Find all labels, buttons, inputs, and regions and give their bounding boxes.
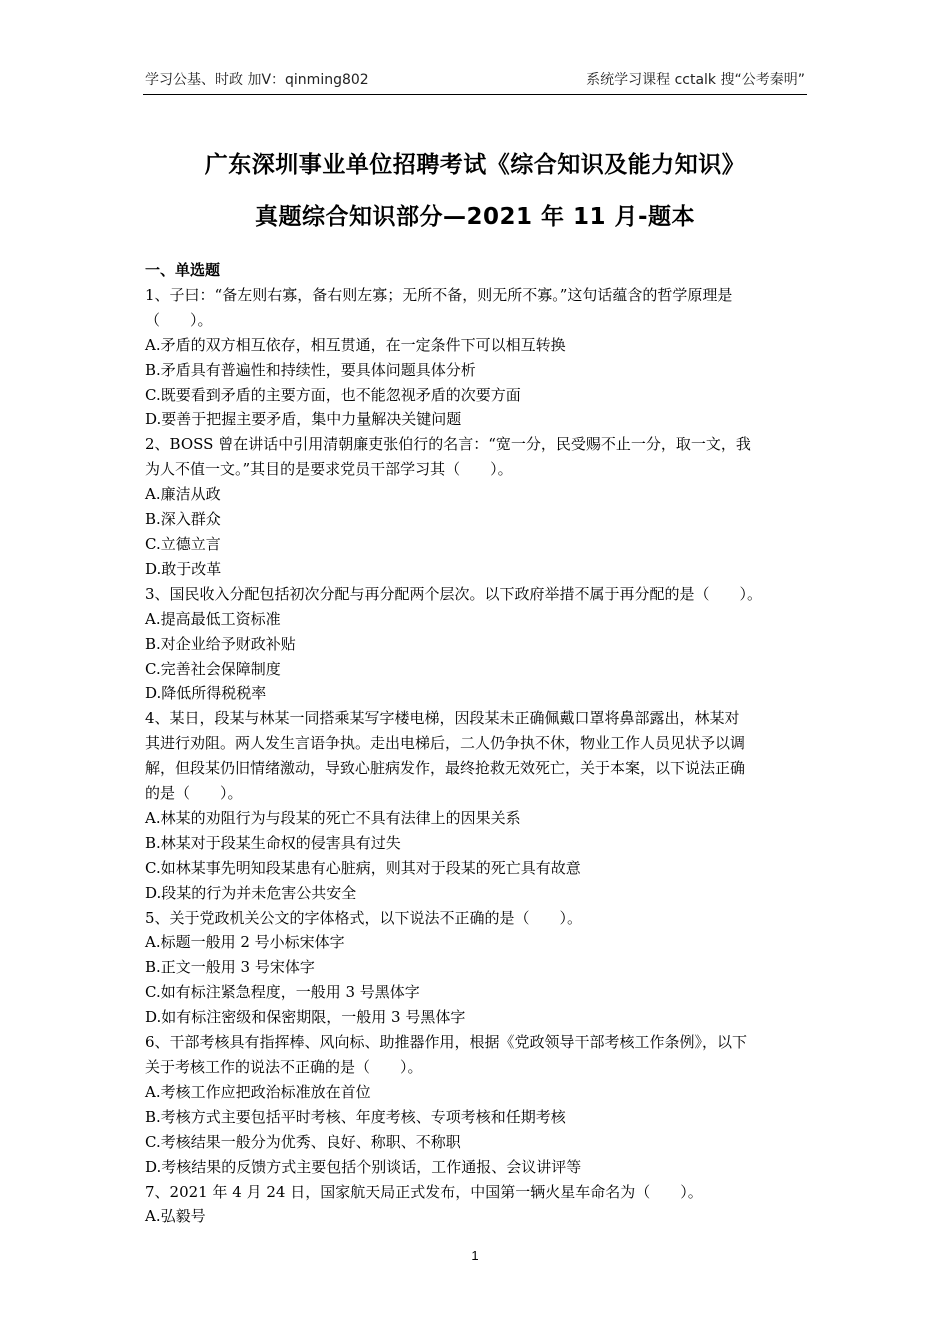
question-stem-line: （ ）。	[145, 310, 213, 329]
question-stem-line: 关于考核工作的说法不正确的是（ ）。	[145, 1058, 423, 1076]
option-line: C.既要看到矛盾的主要方面，也不能忽视矛盾的次要方面	[145, 385, 521, 404]
question-stem-line: 其进行劝阻。两人发生言语争执。走出电梯后，二人仍争执不休，物业工作人员见状予以调	[145, 734, 746, 753]
page-header	[143, 64, 807, 95]
option-line: C.如有标注紧急程度，一般用 3 号黑体字	[145, 983, 420, 1002]
option-line: C.如林某事先明知段某患有心脏病，则其对于段某的死亡具有故意	[145, 858, 581, 877]
question-stem-line: 1、子曰：“备左则右寡，备右则左寡；无所不备，则无所不寡。”这句话蕴含的哲学原理是	[145, 285, 733, 304]
question-list	[145, 258, 807, 1229]
document-title-line-2: 真题综合知识部分—2021 年 11 月-题本	[254, 204, 696, 230]
option-line: A.提高最低工资标准	[145, 609, 281, 628]
page-number: 1	[471, 1248, 479, 1263]
option-line: A.矛盾的双方相互依存，相互贯通，在一定条件下可以相互转换	[145, 335, 566, 354]
question-stem-line: 7、2021 年 4 月 24 日，国家航天局正式发布，中国第一辆火星车命名为（ ）。	[145, 1182, 703, 1201]
section-heading: 一、单选题	[145, 261, 221, 279]
option-line: D.降低所得税税率	[145, 684, 267, 703]
option-line: B.深入群众	[145, 510, 221, 529]
option-line: C.立德立言	[145, 534, 221, 553]
option-line: B.矛盾具有普遍性和持续性，要具体问题具体分析	[145, 360, 476, 379]
option-line: A.弘毅号	[145, 1207, 206, 1226]
option-line: D.段某的行为并未危害公共安全	[145, 883, 357, 902]
option-line: B.考核方式主要包括平时考核、年度考核、专项考核和任期考核	[145, 1107, 566, 1126]
option-line: A.林某的劝阻行为与段某的死亡不具有法律上的因果关系	[145, 808, 521, 827]
option-line: A.考核工作应把政治标准放在首位	[145, 1082, 371, 1101]
question-stem-line: 为人不值一文。”其目的是要求党员干部学习其（ ）。	[145, 460, 513, 479]
option-line: B.正文一般用 3 号宋体字	[145, 958, 315, 977]
question-stem-line: 2、BOSS 曾在讲话中引用清朝廉吏张伯行的名言：“宽一分，民受赐不止一分，取一文，我	[145, 435, 751, 454]
header-left-text: 学习公基、时政 加V：qinming802	[145, 72, 369, 88]
question-stem-line: 5、关于党政机关公文的字体格式，以下说法不正确的是（ ）。	[145, 908, 583, 927]
question-stem-line: 解，但段某仍旧情绪激动，导致心脏病发作，最终抢救无效死亡，关于本案，以下说法正确	[145, 759, 746, 778]
question-stem-line: 3、国民收入分配包括初次分配与再分配两个层次。以下政府举措不属于再分配的是（ ）。	[145, 584, 763, 603]
option-line: D.要善于把握主要矛盾，集中力量解决关键问题	[145, 410, 462, 429]
question-stem-line: 6、干部考核具有指挥棒、风向标、助推器作用，根据《党政领导干部考核工作条例》，以下	[145, 1033, 748, 1052]
option-line: A.标题一般用 2 号小标宋体字	[145, 933, 345, 952]
option-line: D.考核结果的反馈方式主要包括个别谈话，工作通报、会议讲评等	[145, 1157, 582, 1176]
question-stem-line: 4、某日，段某与林某一同搭乘某写字楼电梯，因段某未正确佩戴口罩将鼻部露出，林某对	[145, 709, 740, 728]
option-line: A.廉洁从政	[145, 485, 221, 504]
question-stem-line: 的是（ ）。	[145, 784, 243, 803]
header-right-text: 系统学习课程 cctalk 搜“公考秦明”	[586, 72, 805, 88]
option-line: D.敢于改革	[145, 559, 222, 578]
option-line: C.完善社会保障制度	[145, 659, 281, 678]
option-line: C.考核结果一般分为优秀、良好、称职、不称职	[145, 1132, 461, 1151]
option-line: B.林某对于段某生命权的侵害具有过失	[145, 833, 401, 852]
option-line: D.如有标注密级和保密期限，一般用 3 号黑体字	[145, 1008, 466, 1027]
option-line: B.对企业给予财政补贴	[145, 634, 296, 653]
document-title-line-1: 广东深圳事业单位招聘考试《综合知识及能力知识》	[204, 152, 746, 178]
